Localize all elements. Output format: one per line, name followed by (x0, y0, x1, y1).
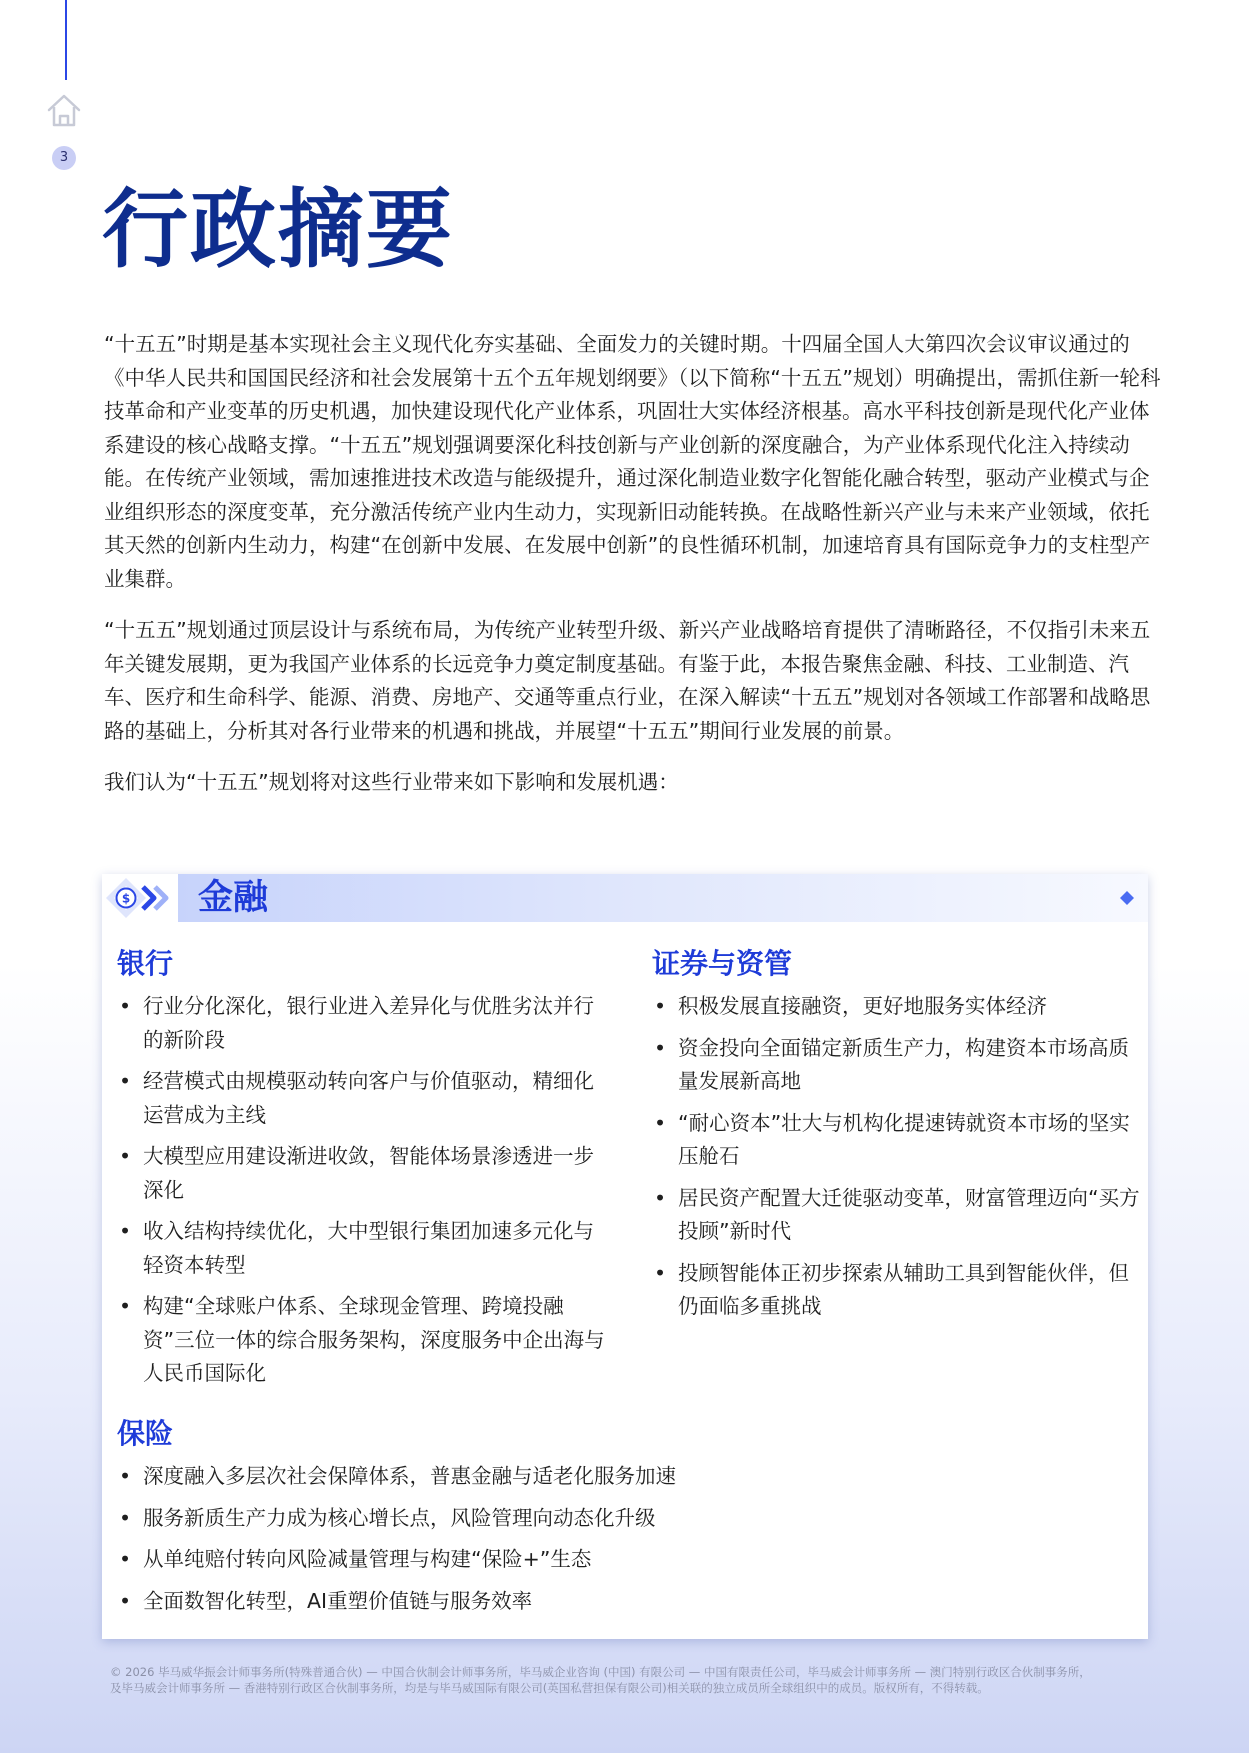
page-title: 行政摘要 (102, 180, 454, 280)
side-accent-line (65, 0, 67, 80)
list-item: • 全面数智化转型，AI重塑价值链与服务效率 (117, 1585, 1117, 1619)
home-icon[interactable] (45, 92, 83, 128)
banking-list (117, 990, 607, 1399)
intro-paragraph-3: 我们认为“十五五”规划将对这些行业带来如下影响和发展机遇： (104, 770, 679, 794)
footer-line-1: © 2026 毕马威华振会计师事务所(特殊普通合伙) — 中国合伙制会计师事务所，毕马威企业咨询 (中国) 有限公司 — 中国有限责任公司，毕马威会计师事务所 — 澳门特别行政区合伙制事务所， (110, 1665, 1091, 1679)
copyright-footer (110, 1664, 1140, 1696)
footer-line-2: 及毕马威会计师事务所 — 香港特别行政区合伙制事务所，均是与毕马威国际有限公司(英国私营担保有限公司)相关联的独立成员所全球组织中的成员。版权所有，不得转载。 (110, 1681, 989, 1695)
securities-title: 证券与资管 (652, 947, 793, 980)
list-item: • 经营模式由规模驱动转向客户与价值驱动，精细化运营成为主线 (117, 1065, 607, 1132)
intro-text (104, 328, 1166, 818)
list-item: • 大模型应用建设渐进收敛，智能体场景渗透进一步深化 (117, 1140, 607, 1207)
svg-text:$: $ (121, 891, 131, 906)
list-item: • 收入结构持续优化，大中型银行集团加速多元化与轻资本转型 (117, 1215, 607, 1282)
list-item: • 构建“全球账户体系、全球现金管理、跨境投融资”三位一体的综合服务架构，深度服务中企出海与人民币国际化 (117, 1290, 607, 1391)
insurance-title: 保险 (117, 1417, 174, 1450)
banking-title: 银行 (117, 947, 174, 980)
securities-list (652, 990, 1142, 1332)
list-item: • 积极发展直接融资，更好地服务实体经济 (652, 990, 1142, 1024)
list-item: • 居民资产配置大迁徙驱动变革，财富管理迈向“买方投顾”新时代 (652, 1182, 1142, 1249)
dollar-coin-icon (100, 867, 174, 929)
finance-header (178, 874, 1148, 922)
list-item: • 服务新质生产力成为核心增长点，风险管理向动态化升级 (117, 1502, 1117, 1536)
page-number: 3 (52, 146, 76, 170)
list-item: • 行业分化深化，银行业进入差异化与优胜劣汰并行的新阶段 (117, 990, 607, 1057)
finance-panel (102, 874, 1148, 1639)
finance-title: 金融 (198, 878, 269, 918)
diamond-icon (1120, 891, 1134, 905)
list-item: • 从单纯赔付转向风险减量管理与构建“保险+”生态 (117, 1543, 1117, 1577)
list-item: • 资金投向全面锚定新质生产力，构建资本市场高质量发展新高地 (652, 1032, 1142, 1099)
intro-paragraph-2: “十五五”规划通过顶层设计与系统布局，为传统产业转型升级、新兴产业战略培育提供了清晰路径，不仅指引未来五年关键发展期，更为我国产业体系的长远竞争力奠定制度基础。有鉴于此，本报告聚焦金融、科技、工业制造、汽车、医疗和生命科学、能源、消费、房地产、交通等重点行业，在深入解读“十五五”规划对各领域工作部署和战略思路的基础上，分析其对各行业带来的机遇和挑战，并展望“十五五”期间行业发展的前景。 (104, 618, 1151, 743)
list-item: • 投顾智能体正初步探索从辅助工具到智能伙伴，但仍面临多重挑战 (652, 1257, 1142, 1324)
insurance-list (117, 1460, 1117, 1626)
intro-paragraph-1: “十五五”时期是基本实现社会主义现代化夯实基础、全面发力的关键时期。十四届全国人大第四次会议审议通过的《中华人民共和国国民经济和社会发展第十五个五年规划纲要》（以下简称“十五五”规划）明确提出，需抓住新一轮科技革命和产业变革的历史机遇，加快建设现代化产业体系，巩固壮大实体经济根基。高水平科技创新是现代化产业体系建设的核心战略支撑。“十五五”规划强调要深化科技创新与产业创新的深度融合，为产业体系现代化注入持续动能。在传统产业领域，需加速推进技术改造与能级提升，通过深化制造业数字化智能化融合转型，驱动产业模式与企业组织形态的深度变革，充分激活传统产业内生动力，实现新旧动能转换。在战略性新兴产业与未来产业领域，依托其天然的创新内生动力，构建“在创新中发展、在发展中创新”的良性循环机制，加速培育具有国际竞争力的支柱型产业集群。 (104, 332, 1161, 591)
list-item: • “耐心资本”壮大与机构化提速铸就资本市场的坚实压舱石 (652, 1107, 1142, 1174)
list-item: • 深度融入多层次社会保障体系，普惠金融与适老化服务加速 (117, 1460, 1117, 1494)
